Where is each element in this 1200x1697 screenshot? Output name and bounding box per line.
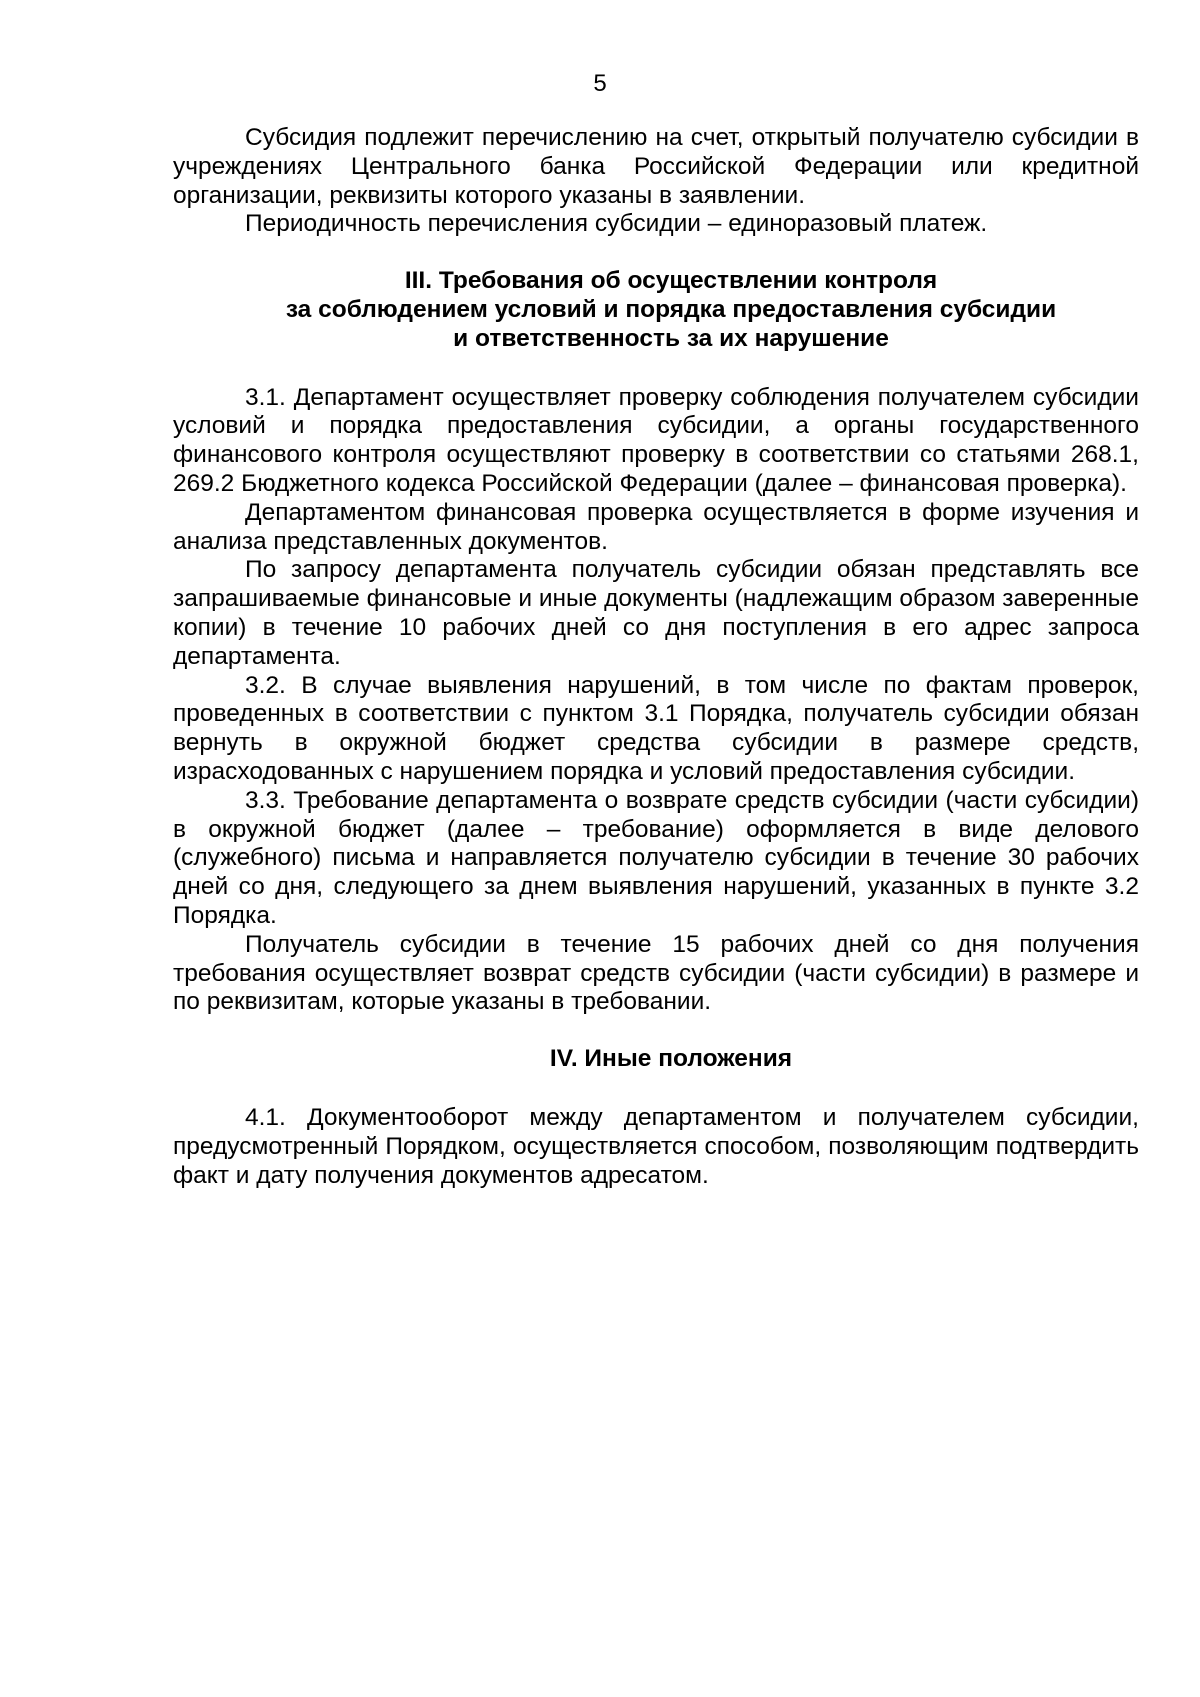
paragraph: По запросу департамента получатель субсидии обязан представлять все запрашиваемые финансовые и иные документы (надлежащим образом заверенные копии) в течение 10 рабочих дней со дня поступления в его адрес запроса департамента. [173,556,1140,670]
page-number: 5 [593,70,607,97]
heading-line: и ответственность за их нарушение [453,324,889,352]
paragraph: 4.1. Документооборот между департаментом и получателем субсидии, предусмотренный Порядком, осуществляется способом, позволяющим подтвердить факт и дату получения документов адресатом. [173,1103,1139,1189]
paragraph: 3.3. Требование департамента о возврате средств субсидии (части субсидии) в окружной бюджет (далее – требование) оформляется в виде делового (служебного) письма и направляется получателю субсидии в течение 30 рабочих дней со дня, следующего за днем выявления нарушений, указанных в пункте 3.2 Порядка. [173,786,1139,929]
document-body [173,124,1139,1190]
paragraph: Субсидия подлежит перечислению на счет, открытый получателю субсидии в учреждениях Центрального банка Российской Федерации или кредитной организации, реквизиты которого указаны в заявлении. [173,124,1139,209]
paragraph: 3.2. В случае выявления нарушений, в том числе по фактам проверок, проведенных в соответствии с пунктом 3.1 Порядка, получатель субсидии обязан вернуть в окружной бюджет средства субсидии в размере средств, израсходованных с нарушением порядка и условий предоставления субсидии. [173,671,1139,785]
section-4-body [173,1104,1139,1190]
paragraph: Департаментом финансовая проверка осуществляется в форме изучения и анализа представленных документов. [173,498,1139,555]
paragraph: Получатель субсидии в течение 15 рабочих дней со дня получения требования осуществляет возврат средств субсидии (части субсидии) в размере и по реквизитам, которые указаны в требовании. [173,930,1139,1016]
section-3-body [173,384,1139,1018]
heading-line: III. Требования об осуществлении контроля [404,267,938,295]
section-3-heading [173,267,1139,353]
section-4-heading [173,1045,1139,1074]
heading-line: IV. Иные положения [549,1045,793,1073]
paragraph: Периодичность перечисления субсидии – единоразовый платеж. [245,210,988,238]
paragraph: 3.1. Департамент осуществляет проверку соблюдения получателем субсидии условий и порядка предоставления субсидии, а органы государственного финансового контроля осуществляют проверку в соответствии со статьями 268.1, 269.2 Бюджетного кодекса Российской Федерации (далее – финансовая проверка). [173,383,1139,497]
heading-line: за соблюдением условий и порядка предоставления субсидии [285,295,1057,323]
